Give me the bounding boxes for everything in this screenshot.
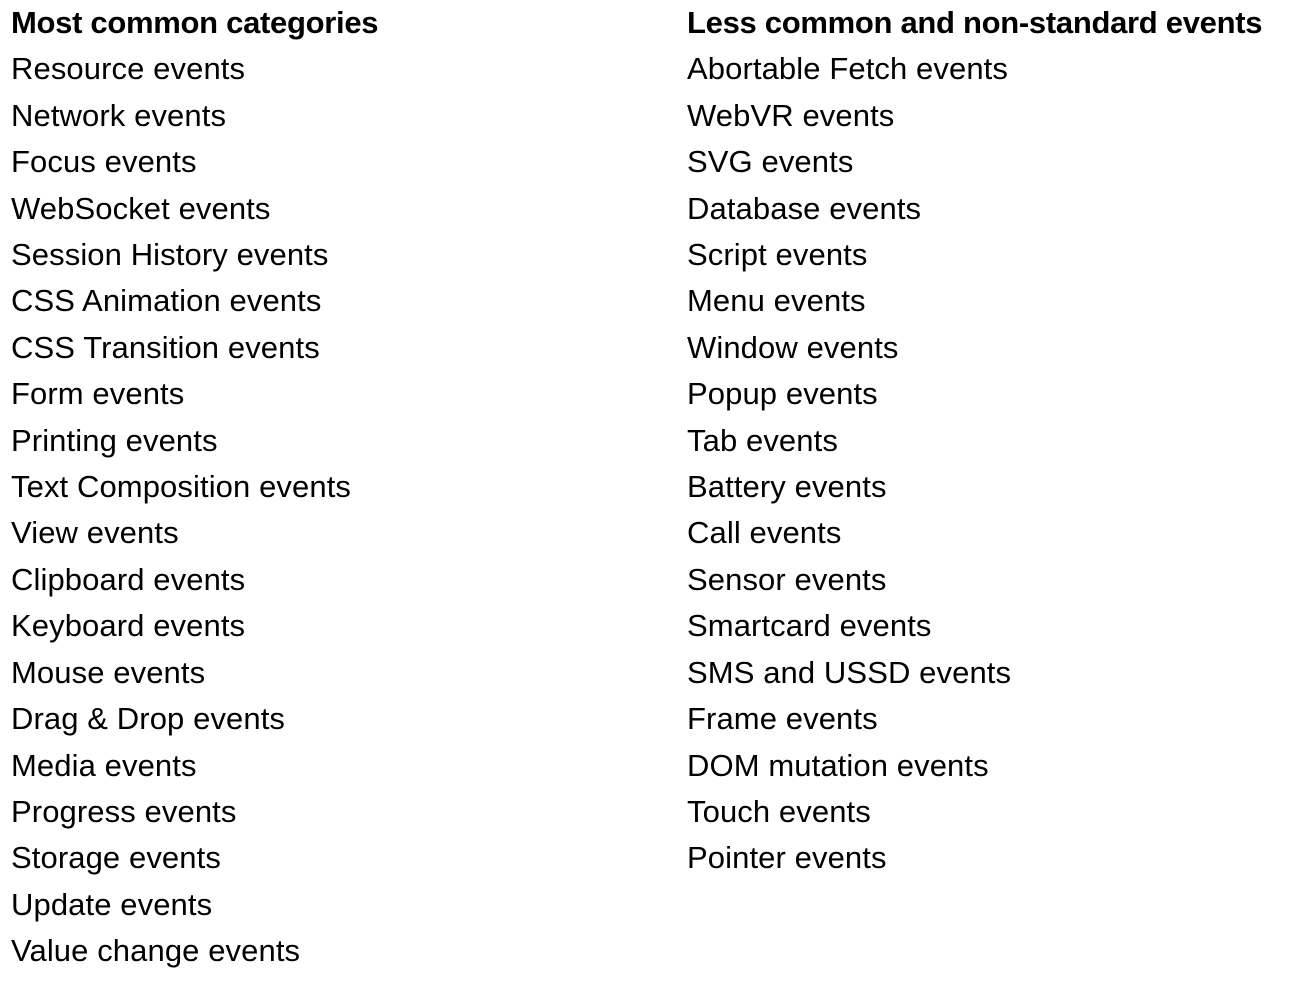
list-item: WebVR events [687, 97, 895, 133]
list-item: Update events [11, 886, 213, 922]
list-item: Script events [687, 237, 868, 273]
list-item: Progress events [11, 793, 237, 829]
list-item: Battery events [687, 469, 887, 505]
list-item: Window events [687, 329, 899, 365]
list-item: WebSocket events [11, 190, 271, 226]
most-common-list [11, 46, 378, 974]
most-common-heading: Most common categories [11, 5, 379, 40]
most-common-column [11, 0, 378, 975]
list-item: Session History events [11, 237, 329, 273]
list-item: CSS Animation events [11, 283, 322, 319]
list-item: Smartcard events [687, 608, 932, 644]
list-item: Call events [687, 515, 842, 551]
list-item: Tab events [687, 422, 838, 458]
list-item: DOM mutation events [687, 747, 989, 783]
list-item: Storage events [11, 840, 221, 876]
list-item: Touch events [687, 793, 871, 829]
list-item: Keyboard events [11, 608, 246, 644]
list-item: Printing events [11, 422, 218, 458]
list-item: Form events [11, 376, 185, 412]
list-item: Frame events [687, 701, 878, 737]
less-common-heading: Less common and non-standard events [687, 5, 1263, 40]
list-item: Clipboard events [11, 561, 246, 597]
list-item: Text Composition events [11, 469, 352, 505]
list-item: View events [11, 515, 179, 551]
list-item: Pointer events [687, 840, 887, 876]
list-item: Resource events [11, 51, 246, 87]
less-common-column [687, 0, 1262, 882]
list-item: Abortable Fetch events [687, 51, 1008, 87]
list-item: Network events [11, 97, 227, 133]
list-item: Media events [11, 747, 197, 783]
list-item: SMS and USSD events [687, 654, 1012, 690]
list-item: Value change events [11, 933, 301, 969]
less-common-list [687, 46, 1262, 881]
list-item: SVG events [687, 144, 854, 180]
list-item: CSS Transition events [11, 329, 320, 365]
list-item: Database events [687, 190, 922, 226]
list-item: Menu events [687, 283, 866, 319]
list-item: Popup events [687, 376, 878, 412]
list-item: Focus events [11, 144, 197, 180]
list-item: Sensor events [687, 561, 887, 597]
list-item: Mouse events [11, 654, 206, 690]
list-item: Drag & Drop events [11, 701, 286, 737]
